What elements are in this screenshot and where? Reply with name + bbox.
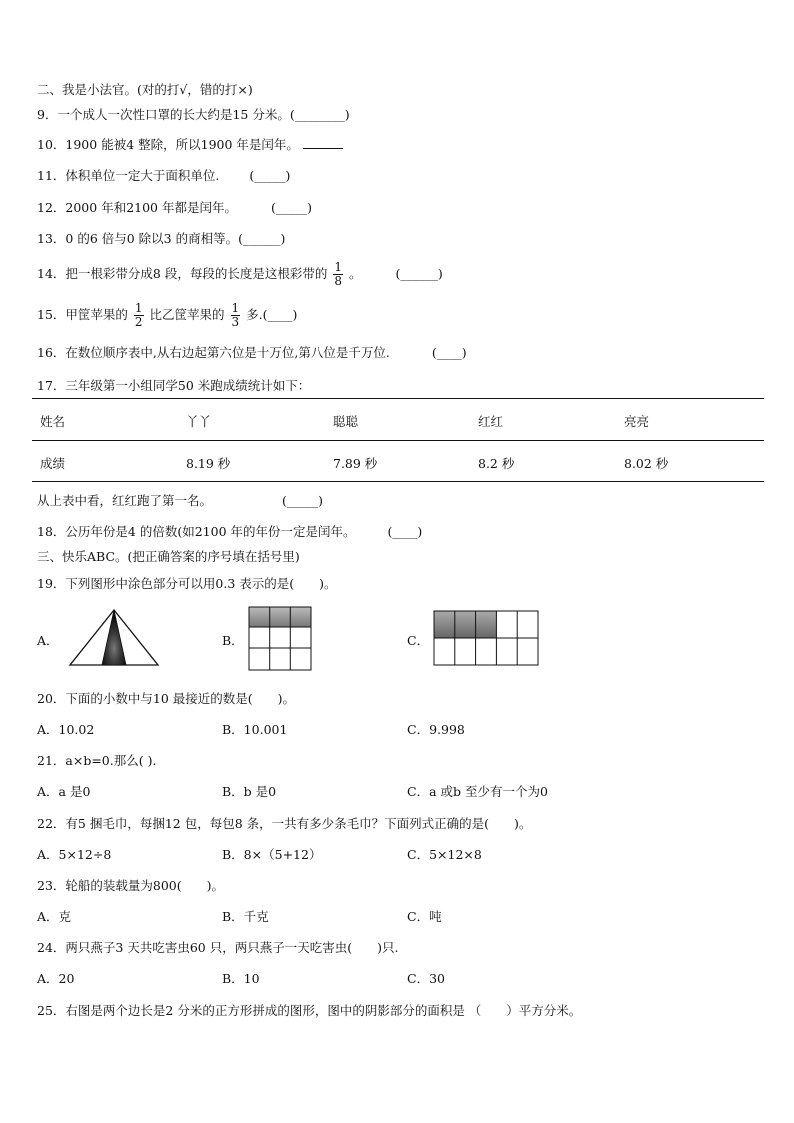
option-b[interactable]: B．10 [222, 971, 260, 986]
answer-blank[interactable]: (______) [395, 266, 443, 281]
option-c[interactable]: C．a 或b 至少有一个为0 [407, 784, 548, 799]
option-b[interactable]: B． [222, 633, 244, 648]
option-a[interactable]: A．5×12÷8 [37, 847, 112, 862]
question-text: 16．在数位顺序表中,从右边起第六位是十万位,第八位是千万位. [37, 345, 390, 360]
question-11 [37, 166, 290, 184]
option-c[interactable]: C． [407, 633, 430, 648]
grid-figure-b [248, 606, 312, 672]
section-title-judgment: 二、我是小法官。(对的打√，错的打×) [37, 82, 253, 97]
question-text: 14．把一根彩带分成8 段，每段的长度是这根彩带的 [37, 266, 328, 281]
option-b[interactable]: B．8×（5+12） [222, 847, 322, 862]
table-cell: 8.02 秒 [624, 456, 669, 471]
option-b[interactable]: B．10.001 [222, 722, 288, 737]
answer-blank[interactable]: (_____) [282, 493, 324, 508]
answer-blank[interactable]: (____) [431, 345, 467, 360]
option-c[interactable]: C．吨 [407, 909, 442, 924]
question-14: 14．把一根彩带分成8 段，每段的长度是这根彩带的 $\frac{1}{8}$ 。 (______) [37, 260, 443, 288]
question-20: 20．下面的小数中与10 最接近的数是( )。 [37, 691, 296, 706]
question-text: 11．体积单位一定大于面积单位. [37, 168, 220, 183]
question-text: 13．0 的6 倍与0 除以3 的商相等。 [37, 231, 239, 246]
answer-blank[interactable]: (____) [262, 307, 298, 322]
option-a[interactable]: A．a 是0 [37, 784, 91, 799]
table-header-cell: 姓名 [40, 414, 66, 429]
table-cell: 7.89 秒 [333, 456, 378, 471]
question-16 [37, 343, 467, 361]
question-text: 9．一个成人一次性口罩的长大约是15 分米。 [37, 107, 290, 122]
option-a[interactable]: A． [37, 633, 59, 648]
table-header-cell: 亮亮 [624, 414, 650, 429]
option-b[interactable]: B．千克 [222, 909, 269, 924]
question-12 [37, 198, 312, 216]
option-a[interactable]: A．10.02 [37, 722, 95, 737]
fraction-one-half: $\frac{1}{2}$ [134, 301, 143, 329]
answer-blank[interactable]: (_____) [270, 200, 312, 215]
question-15: 15．甲筐苹果的 $\frac{1}{2}$ 比乙筐苹果的 $\frac{1}{3}$ 多.(____) [37, 301, 298, 329]
table-header-cell: 聪聪 [333, 414, 359, 429]
table-cell: 8.2 秒 [478, 456, 515, 471]
answer-blank[interactable]: (____) [387, 524, 423, 539]
question-22: 22．有5 捆毛巾，每捆12 包，每包8 条，一共有多少条毛巾？下面列式正确的是( )。 [37, 816, 532, 831]
table-top-rule [32, 398, 764, 399]
question-17: 17．三年级第一小组同学50 米跑成绩统计如下： [37, 378, 311, 393]
option-c[interactable]: C．30 [407, 971, 445, 986]
question-23: 23．轮船的装载量为800( )。 [37, 878, 225, 893]
question-21: 21．a×b=0.那么( ). [37, 753, 157, 768]
question-25: 25．右图是两个边长是2 分米的正方形拼成的图形，图中的阴影部分的面积是 （ ）平方分米。 [37, 1003, 582, 1018]
question-10 [37, 135, 343, 153]
table-bottom-rule [32, 481, 764, 482]
answer-blank[interactable]: (______) [238, 231, 286, 246]
question-17-statement: 从上表中看，红红跑了第一名。 (_____) [37, 493, 324, 508]
question-19: 19．下列图形中涂色部分可以用0.3 表示的是( )。 [37, 576, 337, 591]
table-header-cell: 红红 [478, 414, 504, 429]
question-9 [37, 105, 350, 123]
table-header-cell: 丫丫 [186, 414, 212, 429]
option-c[interactable]: C．5×12×8 [407, 847, 482, 862]
question-24: 24．两只燕子3 天共吃害虫60 只，两只燕子一天吃害虫( )只. [37, 940, 399, 955]
table-cell: 成绩 [40, 456, 66, 471]
option-a[interactable]: A．20 [37, 971, 75, 986]
grid-figure-c [433, 610, 539, 666]
section-title-choice: 三、快乐ABC。(把正确答案的序号填在括号里) [37, 549, 300, 564]
fraction-one-third: $\frac{1}{3}$ [231, 301, 240, 329]
option-b[interactable]: B．b 是0 [222, 784, 277, 799]
question-13 [37, 229, 285, 247]
option-a[interactable]: A．克 [37, 909, 72, 924]
fraction-one-eighth: $\frac{1}{8}$ [334, 260, 342, 288]
triangle-figure [66, 608, 162, 668]
question-text: 12．2000 年和2100 年都是闰年。 [37, 200, 237, 215]
table-cell: 8.19 秒 [186, 456, 231, 471]
table-mid-rule [32, 440, 764, 441]
question-18: 18．公历年份是4 的倍数(如2100 年的年份一定是闰年。 (____) [37, 524, 423, 539]
option-c[interactable]: C．9.998 [407, 722, 465, 737]
question-text: 10．1900 能被4 整除，所以1900 年是闰年。 [37, 137, 299, 152]
answer-blank[interactable] [303, 138, 343, 149]
answer-blank[interactable]: (________) [289, 107, 350, 122]
answer-blank[interactable]: (_____) [249, 168, 291, 183]
